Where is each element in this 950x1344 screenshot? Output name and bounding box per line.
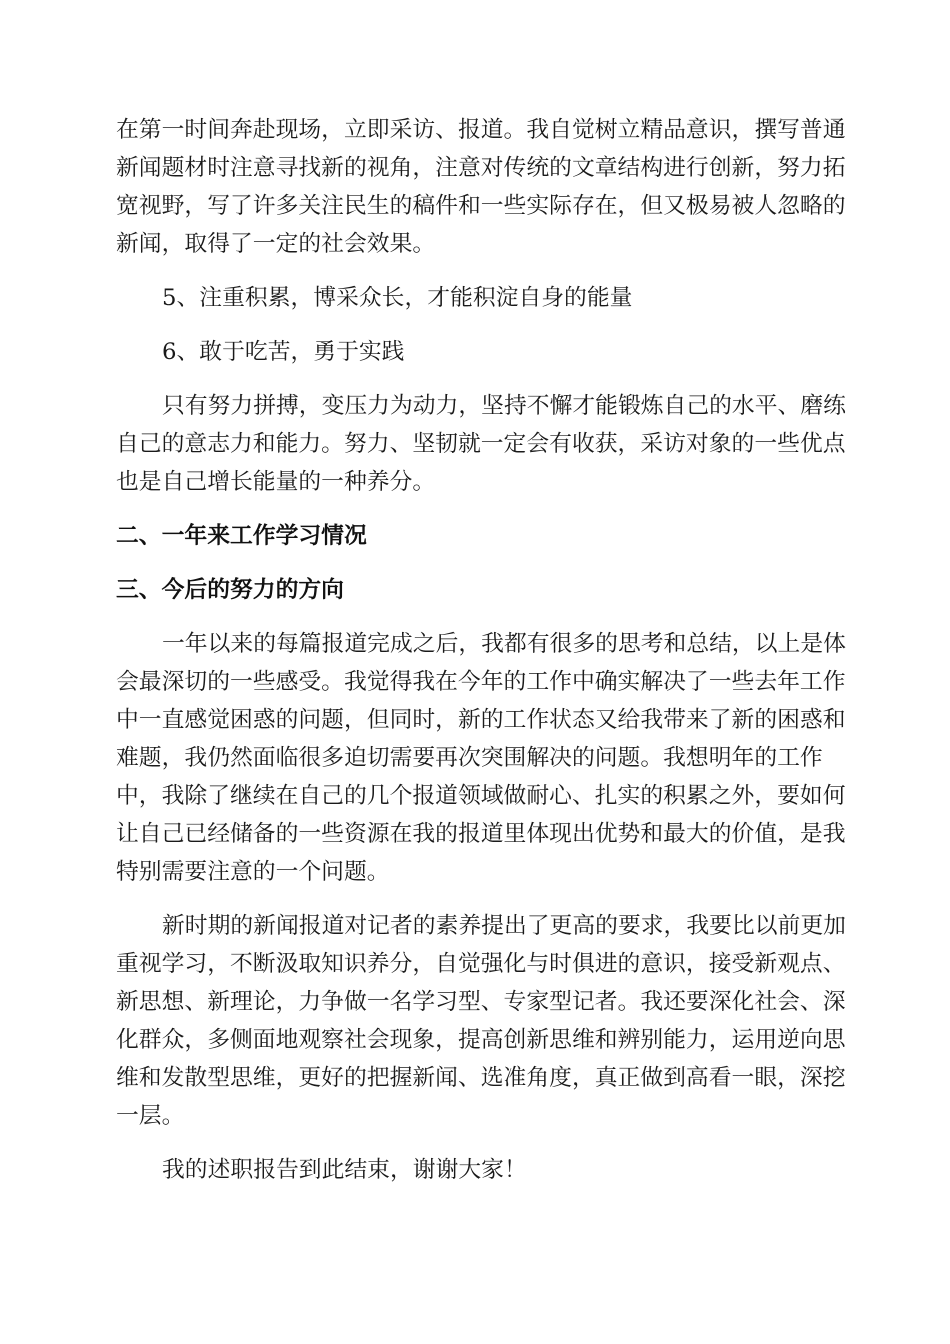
text-line: 维和发散型思维，更好的把握新闻、选准角度，真正做到高看一眼，深挖: [116, 1065, 846, 1091]
text-line: 一层。: [116, 1103, 185, 1129]
text-line: 一年以来的每篇报道完成之后，我都有很多的思考和总结，以上是体: [162, 631, 846, 657]
text-line: 会最深切的一些感受。我觉得我在今年的工作中确实解决了一些去年工作: [116, 669, 846, 695]
text-line: 中，我除了继续在自己的几个报道领域做耐心、扎实的积累之外，要如何: [116, 783, 846, 809]
text-line: 化群众，多侧面地观察社会现象，提高创新思维和辨别能力，运用逆向思: [116, 1027, 846, 1053]
list-item-5: 5、注重积累，博采众长，才能积淀自身的能量: [162, 285, 633, 311]
text-line: 新闻题材时注意寻找新的视角，注意对传统的文章结构进行创新，努力拓: [116, 155, 846, 181]
text-line: 也是自己增长能量的一种养分。: [116, 469, 436, 495]
text-line: 宽视野，写了许多关注民生的稿件和一些实际存在，但又极易被人忽略的: [116, 193, 846, 219]
text-line: 特别需要注意的一个问题。: [116, 859, 390, 885]
text-line: 难题，我仍然面临很多迫切需要再次突围解决的问题。我想明年的工作: [116, 745, 823, 771]
list-item-6: 6、敢于吃苦，勇于实践: [162, 339, 405, 365]
text-line: 让自己已经储备的一些资源在我的报道里体现出优势和最大的价值，是我: [116, 821, 846, 847]
closing-line: 我的述职报告到此结束，谢谢大家！: [162, 1157, 527, 1183]
text-line: 自己的意志力和能力。努力、坚韧就一定会有收获，采访对象的一些优点: [116, 431, 846, 457]
section-heading-3: 三、今后的努力的方向: [116, 577, 344, 603]
text-line: 新时期的新闻报道对记者的素养提出了更高的要求，我要比以前更加: [162, 913, 846, 939]
text-line: 新闻，取得了一定的社会效果。: [116, 231, 436, 257]
text-line: 重视学习，不断汲取知识养分，自觉强化与时俱进的意识，接受新观点、: [116, 951, 846, 977]
text-line: 在第一时间奔赴现场，立即采访、报道。我自觉树立精品意识，撰写普通: [116, 117, 846, 143]
text-line: 新思想、新理论，力争做一名学习型、专家型记者。我还要深化社会、深: [116, 989, 846, 1015]
section-heading-2: 二、一年来工作学习情况: [116, 523, 367, 549]
text-line: 中一直感觉困惑的问题，但同时，新的工作状态又给我带来了新的困惑和: [116, 707, 846, 733]
text-line: 只有努力拼搏，变压力为动力，坚持不懈才能锻炼自己的水平、磨练: [162, 393, 846, 419]
